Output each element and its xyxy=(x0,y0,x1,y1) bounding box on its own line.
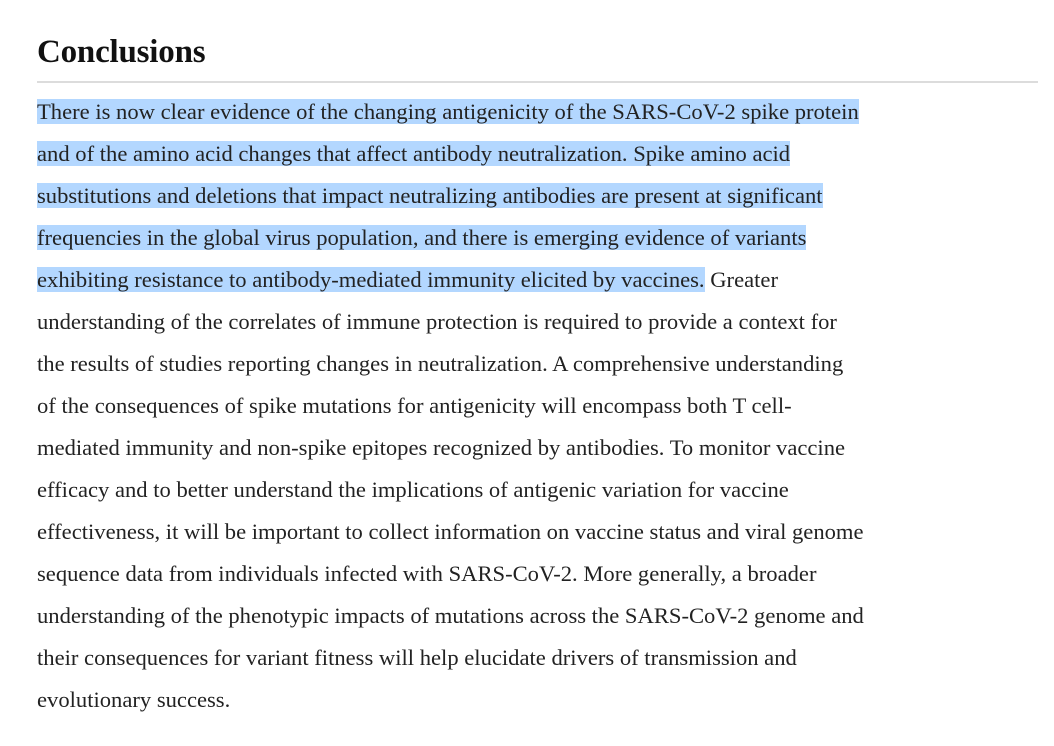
text-line-8: of the consequences of spike mutations for antigenicity will encompass both T cell- xyxy=(37,393,792,418)
text-line-7: the results of studies reporting changes in neutralization. A comprehensive understanding xyxy=(37,351,844,376)
conclusions-section xyxy=(37,30,1038,721)
text-line-13: understanding of the phenotypic impacts of mutations across the SARS-CoV-2 genome and xyxy=(37,603,864,628)
text-line-15: evolutionary success. xyxy=(37,687,231,712)
text-line-5 xyxy=(37,259,1033,301)
text-line-1 xyxy=(37,91,1033,133)
section-divider xyxy=(37,81,1038,83)
text-line-14: their consequences for variant fitness will help elucidate drivers of transmission and xyxy=(37,645,797,670)
selected-text: There is now clear evidence of the changing antigenicity of the SARS-CoV-2 spike protein xyxy=(37,99,859,124)
selected-text: and of the amino acid changes that affect antibody neutralization. Spike amino acid xyxy=(37,141,791,166)
text-line-4 xyxy=(37,217,1033,259)
text-line-11: effectiveness, it will be important to collect information on vaccine status and viral genome xyxy=(37,519,864,544)
text-line-9: mediated immunity and non-spike epitopes recognized by antibodies. To monitor vaccine xyxy=(37,435,846,460)
text-line-2 xyxy=(37,133,1033,175)
section-title: Conclusions xyxy=(37,34,206,70)
selected-text: exhibiting resistance to antibody-mediated immunity elicited by vaccines. xyxy=(37,267,705,292)
text-line-3 xyxy=(37,175,1033,217)
selected-text: frequencies in the global virus population, and there is emerging evidence of variants xyxy=(37,225,807,250)
text-line-12: sequence data from individuals infected with SARS-CoV-2. More generally, a broader xyxy=(37,561,817,586)
conclusions-paragraph[interactable] xyxy=(37,91,1033,721)
text-line-10: efficacy and to better understand the implications of antigenic variation for vaccine xyxy=(37,477,789,502)
unselected-text: Greater xyxy=(704,267,778,292)
text-line-6: understanding of the correlates of immune protection is required to provide a context for xyxy=(37,309,837,334)
selected-text: substitutions and deletions that impact neutralizing antibodies are present at significant xyxy=(37,183,823,208)
